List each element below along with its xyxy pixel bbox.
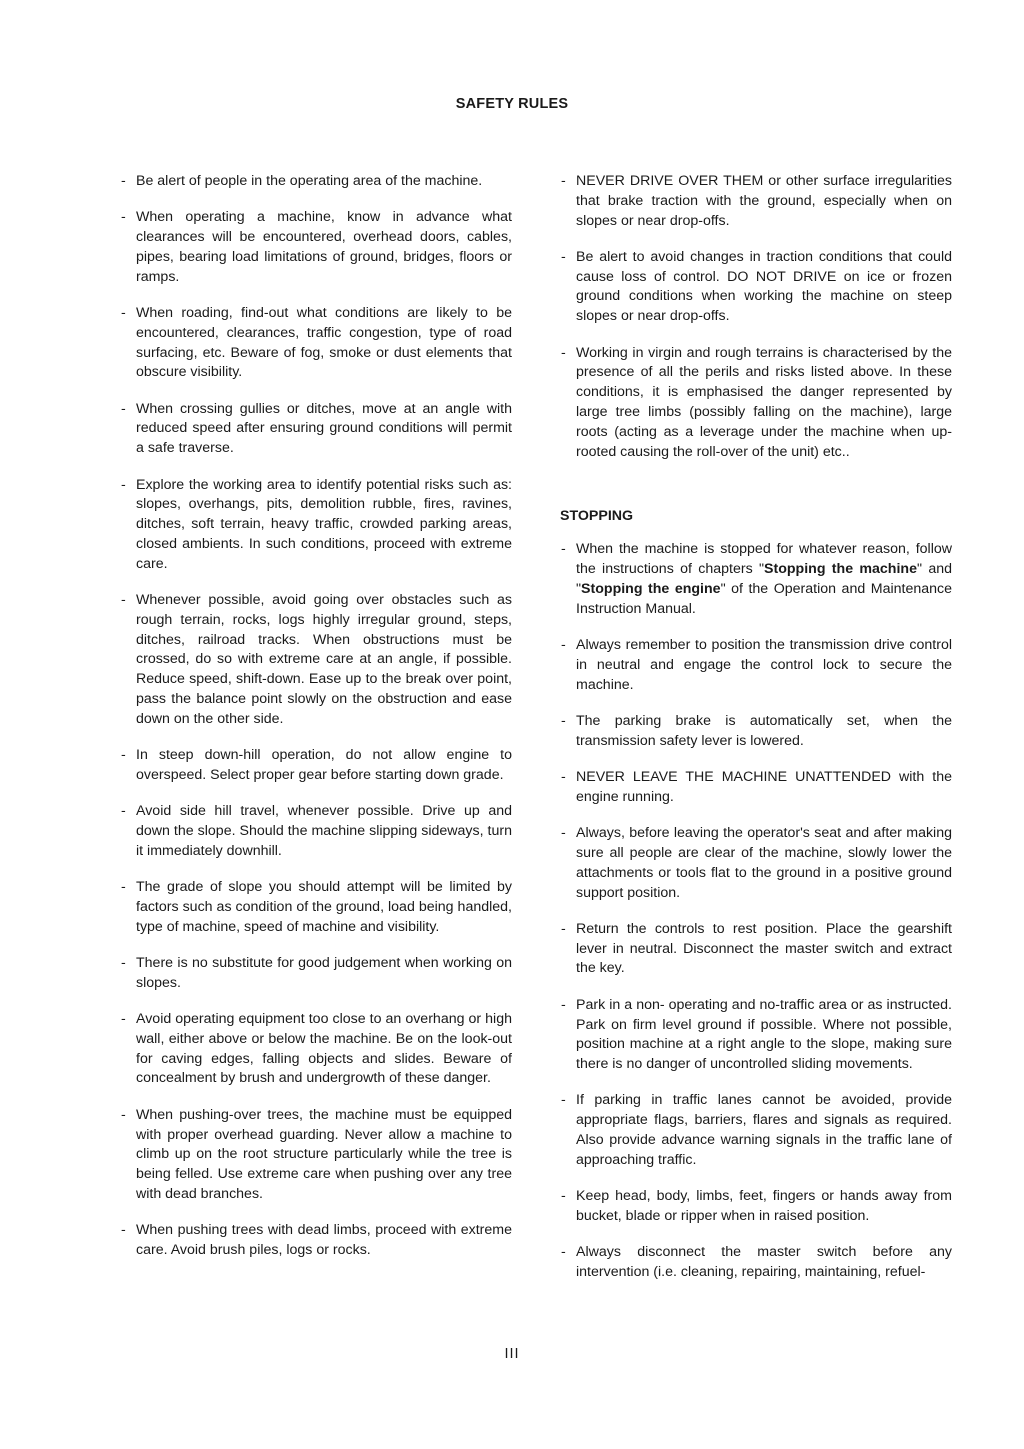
item-text: When the machine is stopped for whatever reason, follow the instructions of chapters "	[576, 541, 952, 578]
list-item: - NEVER LEAVE THE MACHINE UNATTENDED with the engine running.	[560, 768, 952, 808]
list-item: - In steep down-hill operation, do not allow engine to overspeed. Select proper gear before starting down grade.	[120, 746, 512, 786]
page-title: SAFETY RULES	[455, 96, 569, 112]
page-number: III	[504, 1346, 520, 1362]
list-item: - Always, before leaving the operator's seat and after making sure all people are clear of the machine, slowly lower the attachments or tools flat to the ground in a positive ground support position.	[560, 824, 952, 903]
list-item: - Avoid operating equipment too close to an overhang or high wall, either above or below the machine. Be on the look-out for caving edges, falling objects and slides. Beware of concealment by brush and undergrowth of these danger.	[120, 1010, 512, 1089]
item-text: " and "	[576, 561, 952, 597]
list-item: - NEVER DRIVE OVER THEM or other surface irregularities that brake traction with the ground, especially when on slopes or near drop-offs.	[560, 172, 952, 231]
list-item: - Be alert of people in the operating area of the machine.	[120, 172, 512, 192]
list-item: - Working in virgin and rough terrains is characterised by the presence of all the perils and risks listed above. In these conditions, it is emphasised the danger represented by large tree limbs (possibly falling on the machine), large roots (acting as a leverage under the machine when up-rooted causing the roll-over of the unit) etc..	[560, 344, 952, 463]
chapter-reference: Stopping the machine	[764, 561, 917, 578]
list-item: - The parking brake is automatically set, when the transmission safety lever is lowered.	[560, 712, 952, 752]
list-item: - Be alert to avoid changes in traction conditions that could cause loss of control. DO NOT DRIVE on ice or frozen ground conditions when working the machine on steep slopes or near drop-offs.	[560, 248, 952, 327]
right-column	[560, 172, 952, 1299]
list-item: - Avoid side hill travel, whenever possible. Drive up and down the slope. Should the machine slipping sideways, turn it immediately downhill.	[120, 802, 512, 861]
list-item: - When pushing trees with dead limbs, proceed with extreme care. Avoid brush piles, logs or rocks.	[120, 1221, 512, 1261]
list-item-stopping-instructions	[560, 540, 952, 619]
list-item: - Always disconnect the master switch before any intervention (i.e. cleaning, repairing, maintaining, refuel-	[560, 1243, 952, 1283]
chapter-reference: Stopping the engine	[581, 580, 721, 597]
list-item: - Always remember to position the transmission drive control in neutral and engage the control lock to secure the machine.	[560, 636, 952, 695]
list-item: - Whenever possible, avoid going over obstacles such as rough terrain, rocks, logs highly irregular ground, steps, ditches, railroad tracks. When obstructions must be crossed, do so with extreme care at an angle, if possible. Reduce speed, shift-down. Ease up to the break over point, pass the balance point slowly on the obstruction and ease down on the other side.	[120, 591, 512, 730]
list-item: - Keep head, body, limbs, feet, fingers or hands away from bucket, blade or ripper when in raised position.	[560, 1187, 952, 1227]
item-text: " of the Operation and Maintenance Instruction Manual.	[576, 580, 952, 617]
list-item: - If parking in traffic lanes cannot be avoided, provide appropriate flags, barriers, flares and signals as required. Also provide advance warning signals in the traffic lane of approaching traffic.	[560, 1091, 952, 1170]
left-column	[120, 172, 512, 1277]
list-item: - Return the controls to rest position. Place the gearshift lever in neutral. Disconnect the master switch and extract the key.	[560, 920, 952, 979]
list-item: - When operating a machine, know in advance what clearances will be encountered, overhead doors, cables, pipes, bearing load limitations of ground, bridges, floors or ramps.	[120, 208, 512, 287]
list-item: - When pushing-over trees, the machine must be equipped with proper overhead guarding. Never allow a machine to climb up on the root structure particularly while the tree is being felled. Use extreme care when pushing over any tree with dead branches.	[120, 1106, 512, 1205]
list-item: - There is no substitute for good judgement when working on slopes.	[120, 954, 512, 994]
list-item: - Explore the working area to identify potential risks such as: slopes, overhangs, pits, demolition rubble, fires, ravines, ditches, soft terrain, heavy traffic, crowded parking areas, closed ambients. In such conditions, proceed with extreme care.	[120, 476, 512, 575]
list-item: - Park in a non- operating and no-traffic area or as instructed. Park on firm level ground if possible. Where not possible, position machine at a right angle to the slope, making sure there is no danger of uncontrolled sliding movements.	[560, 996, 952, 1075]
list-item: - When roading, find-out what conditions are likely to be encountered, clearances, traffic congestion, type of road surfacing, etc. Beware of fog, smoke or dust elements that obscure visibility.	[120, 304, 512, 383]
section-heading-stopping: STOPPING	[560, 508, 634, 525]
list-item: - The grade of slope you should attempt will be limited by factors such as condition of the ground, load being handled, type of machine, speed of machine and visibility.	[120, 878, 512, 937]
list-item: - When crossing gullies or ditches, move at an angle with reduced speed after ensuring ground conditions will permit a safe traverse.	[120, 400, 512, 459]
